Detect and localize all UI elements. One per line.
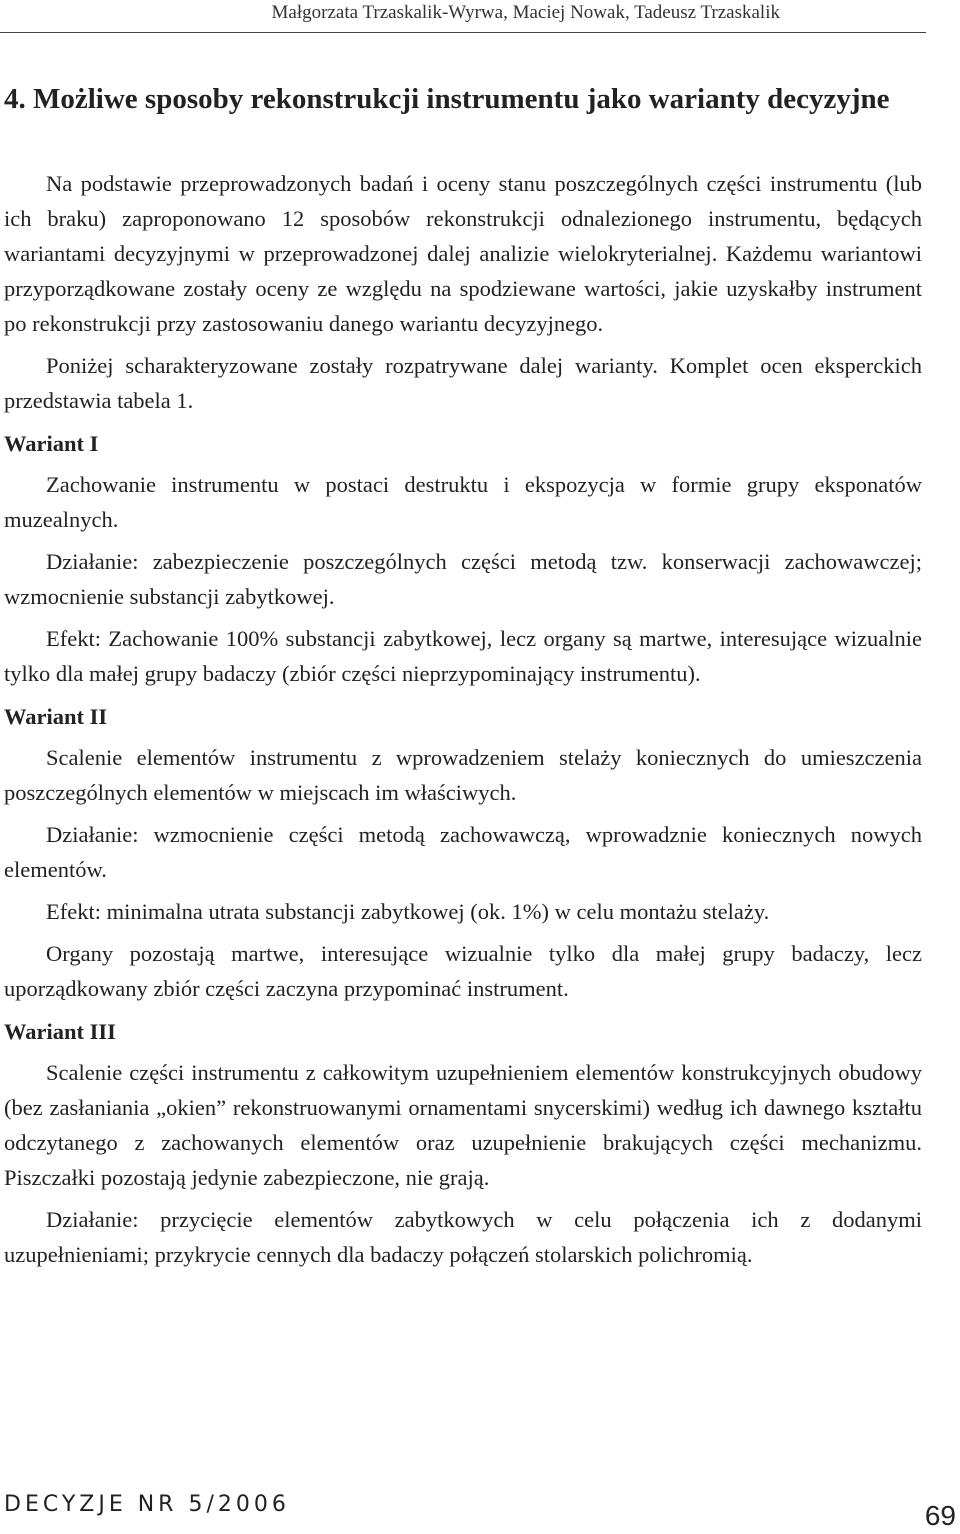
variant-heading: Wariant III — [4, 1019, 116, 1044]
variant-paragraph: Działanie: zabezpieczenie poszczególnych części metodą tzw. konserwacji zachowawczej; wzmocnienie substancji zabytkowej. — [4, 549, 922, 609]
variant-paragraph: Działanie: przycięcie elementów zabytkowych w celu połączenia ich z dodanymi uzupełnieniami; przykrycie cennych dla badaczy połączeń stolarskich polichromią. — [4, 1207, 922, 1267]
intro-paragraph: Na podstawie przeprowadzonych badań i oceny stanu poszczególnych części instrumentu (lub ich braku) zaproponowano 12 sposobów rekonstrukcji odnalezionego instrumentu, będących wariantami decyzyjnymi w przeprowadzonej dalej analizie wielokryterialnej. Każdemu wariantowi przyporządkowane zostały oceny ze względu na spodziewane wartości, jakie uzyskałby instrument po rekonstrukcji przy zastosowaniu danego wariantu decyzyjnego. — [4, 171, 922, 336]
variant-heading: Wariant I — [4, 431, 99, 456]
variant-paragraph: Efekt: minimalna utrata substancji zabytkowej (ok. 1%) w celu montażu stelaży. — [46, 899, 770, 924]
running-head-authors: Małgorzata Trzaskalik-Wyrwa, Maciej Nowak, Tadeusz Trzaskalik — [271, 2, 780, 23]
intro-paragraph: Poniżej scharakteryzowane zostały rozpatrywane dalej warianty. Komplet ocen eksperckich przedstawia tabela 1. — [4, 353, 922, 413]
body-text — [4, 166, 922, 1272]
section-heading: 4. Możliwe sposoby rekonstrukcji instrumentu jako warianty decyzyjne — [4, 83, 890, 115]
variant-heading: Wariant II — [4, 704, 108, 729]
variant-paragraph: Scalenie elementów instrumentu z wprowadzeniem stelaży koniecznych do umieszczenia poszczególnych elementów w miejscach im właściwych. — [4, 745, 922, 805]
page-number: 69 — [924, 1500, 956, 1531]
variant-paragraph: Organy pozostają martwe, interesujące wizualnie tylko dla małej grupy badaczy, lecz uporządkowany zbiór części zaczyna przypominać instrument. — [4, 941, 922, 1001]
variant-paragraph: Efekt: Zachowanie 100% substancji zabytkowej, lecz organy są martwe, interesujące wizualnie tylko dla małej grupy badaczy (zbiór części nieprzypominający instrumentu). — [4, 626, 922, 686]
header-rule — [0, 32, 926, 33]
journal-footer: DECYZJE NR 5/2006 — [4, 1492, 290, 1517]
variant-paragraph: Zachowanie instrumentu w postaci destruktu i ekspozycja w formie grupy eksponatów muzealnych. — [4, 472, 922, 532]
variant-paragraph: Działanie: wzmocnienie części metodą zachowawczą, wprowadznie koniecznych nowych elementów. — [4, 822, 922, 882]
variant-paragraph: Scalenie części instrumentu z całkowitym uzupełnieniem elementów konstrukcyjnych obudowy (bez zasłaniania „okien” rekonstruowanymi ornamentami snycerskimi) według ich dawnego kształtu odczytanego z zachowanych elementów oraz uzupełnienie brakujących części mechanizmu. Piszczałki pozostają jedynie zabezpieczone, nie grają. — [4, 1060, 922, 1190]
